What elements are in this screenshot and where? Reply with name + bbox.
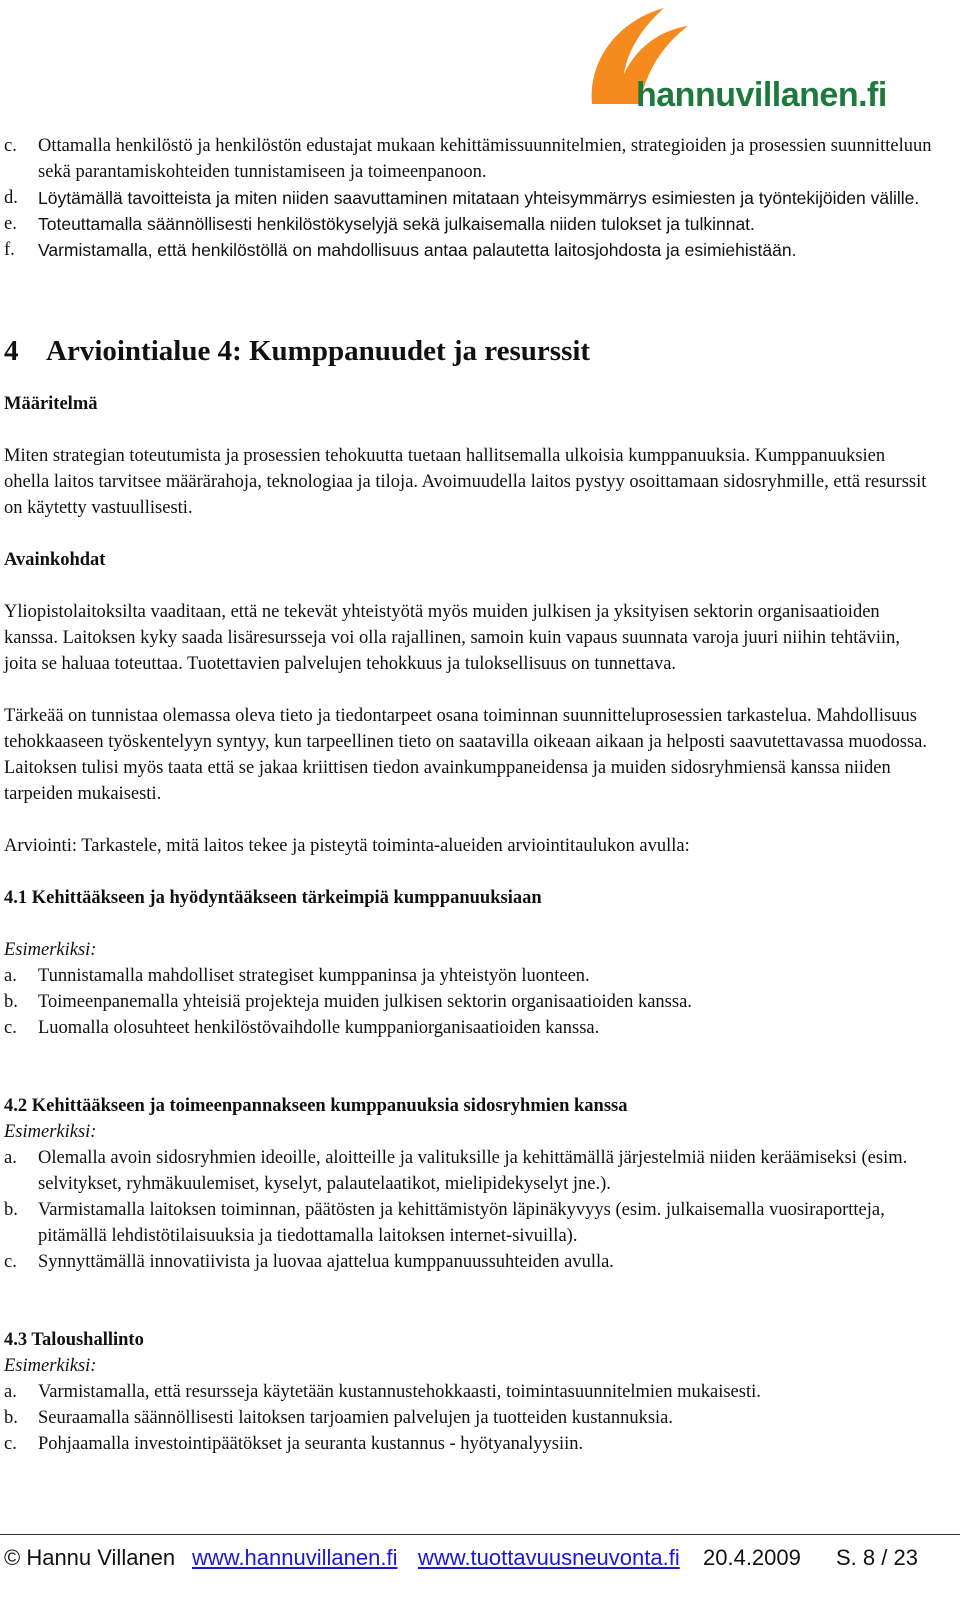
list-item: b. Toimeenpanemalla yhteisiä projekteja muiden julkisen sektorin organisaatioiden kanssa. <box>4 992 692 1012</box>
site-logo <box>584 4 924 124</box>
list-item: c. Ottamalla henkilöstö ja henkilöstön edustajat mukaan kehittämissuunnitelmien, strategioiden ja prosessien suunnitteluun sekä parantamiskohteiden tunnistamiseen ja toimeenpanoon. <box>4 136 932 182</box>
definition-label: Määritelmä <box>4 394 98 414</box>
footer-date: 20.4.2009 <box>703 1545 801 1570</box>
key-points-paragraph-1: Yliopistolaitoksilta vaaditaan, että ne tekevät yhteistyötä myös muiden julkisen ja yksityisen sektorin organisaatioiden kanssa. Laitoksen kyky saada lisäresursseja voi olla rajallinen, samoin kuin vapaus suunnata varoja juuri niihin tehtäviin, joita se haluaa toteuttaa. Tuotettavien palvelujen tehokkuus ja tuloksellisuus on tunnettava. <box>4 602 901 674</box>
footer-link-hannuvillanen[interactable]: www.hannuvillanen.fi <box>192 1545 398 1570</box>
key-points-label: Avainkohdat <box>4 550 106 570</box>
subsection-4-3-title: 4.3 Taloushallinto <box>4 1330 144 1350</box>
footer-link-tuottavuusneuvonta[interactable]: www.tuottavuusneuvonta.fi <box>418 1545 680 1570</box>
list-item: d. Löytämällä tavoitteista ja miten niiden saavuttaminen mitataan yhteisymmärrys esimiesten ja työntekijöiden välille. <box>4 188 920 208</box>
page-footer <box>0 1534 960 1595</box>
assessment-instruction: Arviointi: Tarkastele, mitä laitos tekee ja pisteytä toiminta-alueiden arviointitaulukon avulla: <box>4 836 690 856</box>
list-item: c. Synnyttämällä innovatiivista ja luovaa ajattelua kumppanuussuhteiden avulla. <box>4 1252 614 1272</box>
examples-label: Esimerkiksi: <box>4 1122 97 1142</box>
subsection-4-1-title: 4.1 Kehittääkseen ja hyödyntääkseen tärkeimpiä kumppanuuksiaan <box>4 888 542 908</box>
top-list <box>4 133 934 263</box>
list-item: b. Seuraamalla säännöllisesti laitoksen tarjoamien palvelujen ja tuotteiden kustannuksia. <box>4 1408 673 1428</box>
examples-label: Esimerkiksi: <box>4 940 97 960</box>
section-number: 4 <box>4 335 19 367</box>
list-item: c. Pohjaamalla investointipäätökset ja seuranta kustannus - hyötyanalyysiin. <box>4 1434 584 1454</box>
key-points-paragraph-2: Tärkeää on tunnistaa olemassa oleva tieto ja tiedontarpeet osana toiminnan suunnitteluprosessien tarkastelua. Mahdollisuus tehokkaaseen työskentelyyn syntyy, kun tarpeellinen tieto on saatavilla oikeaan aikaan ja helposti saavutettavassa muodossa. Laitoksen tulisi myös taata että se jakaa kriittisen tiedon avainkumppaneidensa ja muiden sidosryhmiensä kanssa niiden tarpeiden mukaisesti. <box>4 706 928 804</box>
list-item: f. Varmistamalla, että henkilöstöllä on mahdollisuus antaa palautetta laitosjohdosta ja esimiehistään. <box>4 240 797 260</box>
section-heading <box>4 331 934 371</box>
list-item: e. Toteuttamalla säännöllisesti henkilöstökyselyjä sekä julkaisemalla niiden tulokset ja tulkinnat. <box>4 214 755 234</box>
document-body <box>4 133 934 1457</box>
list-item: a. Varmistamalla, että resursseja käytetään kustannustehokkaasti, toimintasuunnitelmien mukaisesti. <box>4 1382 761 1402</box>
footer-page-number: S. 8 / 23 <box>836 1545 918 1570</box>
subsection-4-2-title: 4.2 Kehittääkseen ja toimeenpannakseen kumppanuuksia sidosryhmien kanssa <box>4 1096 628 1116</box>
logo-text: hannuvillanen.fi <box>636 76 887 114</box>
list-item: a. Tunnistamalla mahdolliset strategiset kumppaninsa ja yhteistyön luonteen. <box>4 966 590 986</box>
section-title: Arviointialue 4: Kumppanuudet ja resurssit <box>46 335 591 367</box>
examples-label: Esimerkiksi: <box>4 1356 97 1376</box>
list-item: b. Varmistamalla laitoksen toiminnan, päätösten ja kehittämistyön läpinäkyvyys (esim. julkaisemalla vuosiraportteja, pitämällä lehdistötilaisuuksia ja tiedottamalla laitoksen internet-sivuilla). <box>4 1200 885 1246</box>
definition-text: Miten strategian toteutumista ja prosessien tehokuutta tuetaan hallitsemalla ulkoisia kumppanuuksia. Kumppanuuksien ohella laitos tarvitsee määrärahoja, teknologiaa ja tiloja. Avoimuudella laitos pystyy osoittamaan sidosryhmille, että resurssit on käytetty vastuullisesti. <box>4 446 927 518</box>
list-item: c. Luomalla olosuhteet henkilöstövaihdolle kumppaniorganisaatioiden kanssa. <box>4 1018 600 1038</box>
list-item: a. Olemalla avoin sidosryhmien ideoille, aloitteille ja valituksille ja kehittämällä järjestelmiä niiden keräämiseksi (esim. selvitykset, ryhmäkuulemiset, kyselyt, palautelaatikot, mielipidekyselyt jne.). <box>4 1148 908 1194</box>
footer-author: © Hannu Villanen <box>4 1545 176 1570</box>
